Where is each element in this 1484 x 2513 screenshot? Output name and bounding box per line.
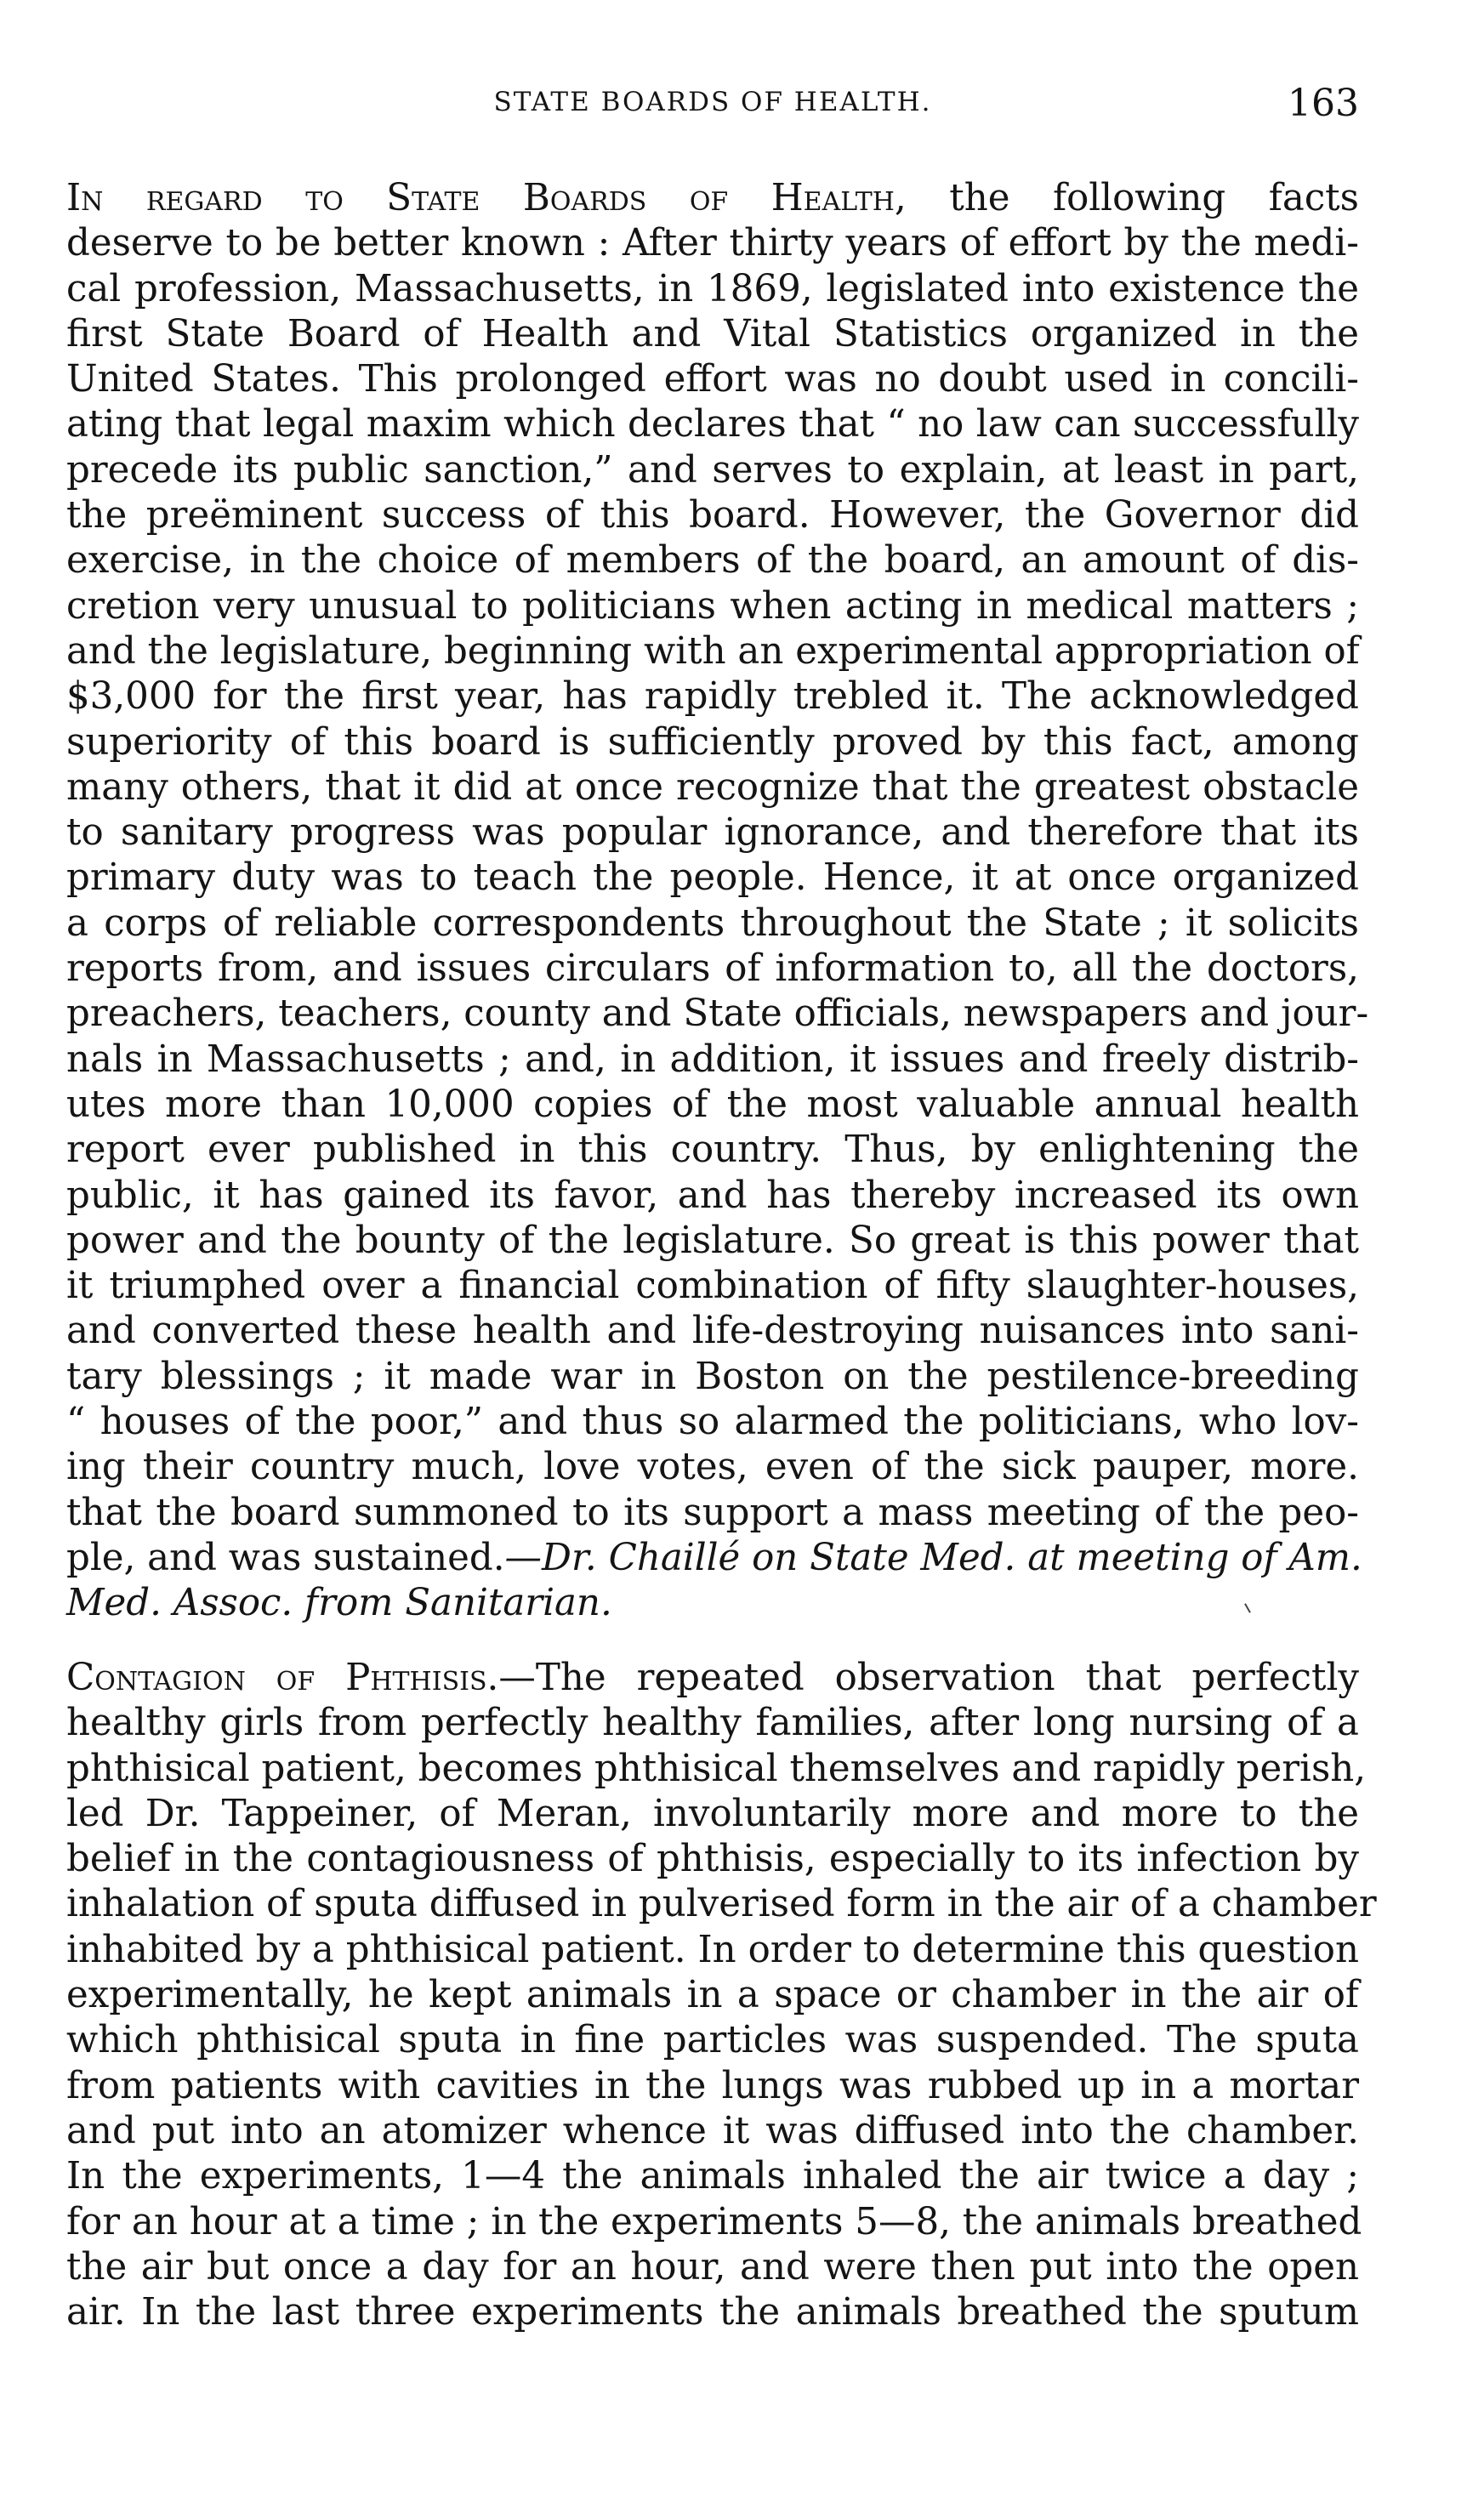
text-line: and put into an atomizer whence it was diffused into the chamber. (66, 2109, 1359, 2152)
text-line: belief in the contagiousness of phthisis, especially to its infection by (66, 1838, 1359, 1881)
text-line: that the board summoned to its support a mass meeting of the peo- (66, 1491, 1359, 1534)
article-lead: Contagion of Phthisis. (66, 1657, 499, 1699)
text-line: primary duty was to teach the people. Hence, it at once organized (66, 856, 1359, 900)
text-line: nals in Massachusetts ; and, in addition, it issues and freely distrib- (66, 1038, 1359, 1081)
text-line: and converted these health and life-destroying nuisances into sani- (66, 1310, 1359, 1353)
text-line: In regard to State Boards of Health, the following facts (66, 177, 1359, 219)
text-line: cal profession, Massachusetts, in 1869, legislated into existence the (66, 267, 1359, 310)
page-number: 163 (1288, 82, 1359, 125)
text-line: many others, that it did at once recognize that the greatest obstacle (66, 765, 1359, 809)
text-line: United States. This prolonged effort was no doubt used in concili- (66, 358, 1359, 401)
text-line: $3,000 for the first year, has rapidly trebled it. The acknowledged (66, 675, 1359, 719)
text-line: ating that legal maxim which declares that “ no law can successfully (66, 403, 1359, 446)
text-line: air. In the last three experiments the animals breathed the sputum (66, 2291, 1359, 2334)
text-line: superiority of this board is sufficiently proved by this fact, among (66, 720, 1359, 764)
text-line: tary blessings ; it made war in Boston on the pestilence-breeding (66, 1355, 1359, 1398)
text-line: phthisical patient, becomes phthisical themselves and rapidly perish, (66, 1747, 1367, 1790)
article-lead: In regard to State Boards of Health, (66, 177, 907, 219)
text-line: exercise, in the choice of members of the board, an amount of dis- (66, 539, 1359, 583)
text-line: deserve to be better known : After thirty years of effort by the medi- (66, 222, 1359, 265)
text-line: ing their country much, love votes, even of the sick pauper, more. (66, 1446, 1359, 1489)
text-line: the air but once a day for an hour, and were then put into the open (66, 2245, 1359, 2288)
text-line: power and the bounty of the legislature. So great is this power that (66, 1219, 1359, 1262)
text-line: inhalation of sputa diffused in pulverised form in the air of a chamber (66, 1883, 1377, 1926)
citation-continued: Med. Assoc. from Sanitarian. (66, 1582, 612, 1625)
text-line: to sanitary progress was popular ignorance, and therefore that its (66, 811, 1359, 855)
text-line: for an hour at a time ; in the experiments 5—8, the animals breathed (66, 2200, 1362, 2243)
text-line: report ever published in this country. Thus, by enlightening the (66, 1129, 1359, 1172)
article-contagion-of-phthisis (66, 1656, 1377, 2335)
text-line: Contagion of Phthisis.—The repeated observation that perfectly (66, 1657, 1360, 1699)
text-line: a corps of reliable correspondents throughout the State ; it solicits (66, 901, 1359, 945)
text-line: In the experiments, 1—4 the animals inhaled the air twice a day ; (66, 2155, 1359, 2198)
text-line: led Dr. Tappeiner, of Meran, involuntarily more and more to the (66, 1792, 1359, 1835)
text-line: healthy girls from perfectly healthy families, after long nursing of a (66, 1702, 1359, 1745)
text-line: the preëminent success of this board. However, the Governor did (66, 494, 1359, 537)
text-line: precede its public sanction,” and serves to explain, at least in part, (66, 448, 1359, 492)
text-line: preachers, teachers, county and State officials, newspapers and jour- (66, 992, 1369, 1036)
article-state-boards-of-health (66, 176, 1369, 1627)
text-line: cretion very unusual to politicians when acting in medical matters ; (66, 584, 1359, 628)
running-head (66, 82, 1359, 133)
text-line: ple, and was sustained.—Dr. Chaillé on State Med. at meeting of Am. (66, 1536, 1362, 1579)
text-line: and the legislature, beginning with an experimental appropriation of (66, 629, 1360, 673)
text-line: first State Board of Health and Vital Statistics organized in the (66, 312, 1359, 355)
text-line: experimentally, he kept animals in a space or chamber in the air of (66, 1974, 1359, 2017)
text-line: utes more than 10,000 copies of the most valuable annual health (66, 1083, 1359, 1126)
text-line: “ houses of the poor,” and thus so alarmed the politicians, who lov- (66, 1401, 1359, 1444)
text-line: reports from, and issues circulars of information to, all the doctors, (66, 947, 1359, 991)
text-line: inhabited by a phthisical patient. In order to determine this question (66, 1928, 1359, 1971)
text-line: from patients with cavities in the lungs was rubbed up in a mortar (66, 2064, 1359, 2107)
text-line: public, it has gained its favor, and has thereby increased its own (66, 1174, 1359, 1217)
text-line: it triumphed over a financial combination of fifty slaughter-houses, (66, 1265, 1359, 1308)
text-line: which phthisical sputa in fine particles was suspended. The sputa (66, 2019, 1359, 2062)
citation: —Dr. Chaillé on State Med. at meeting of Am. (504, 1536, 1362, 1579)
running-title: STATE BOARDS OF HEALTH. (493, 87, 932, 117)
